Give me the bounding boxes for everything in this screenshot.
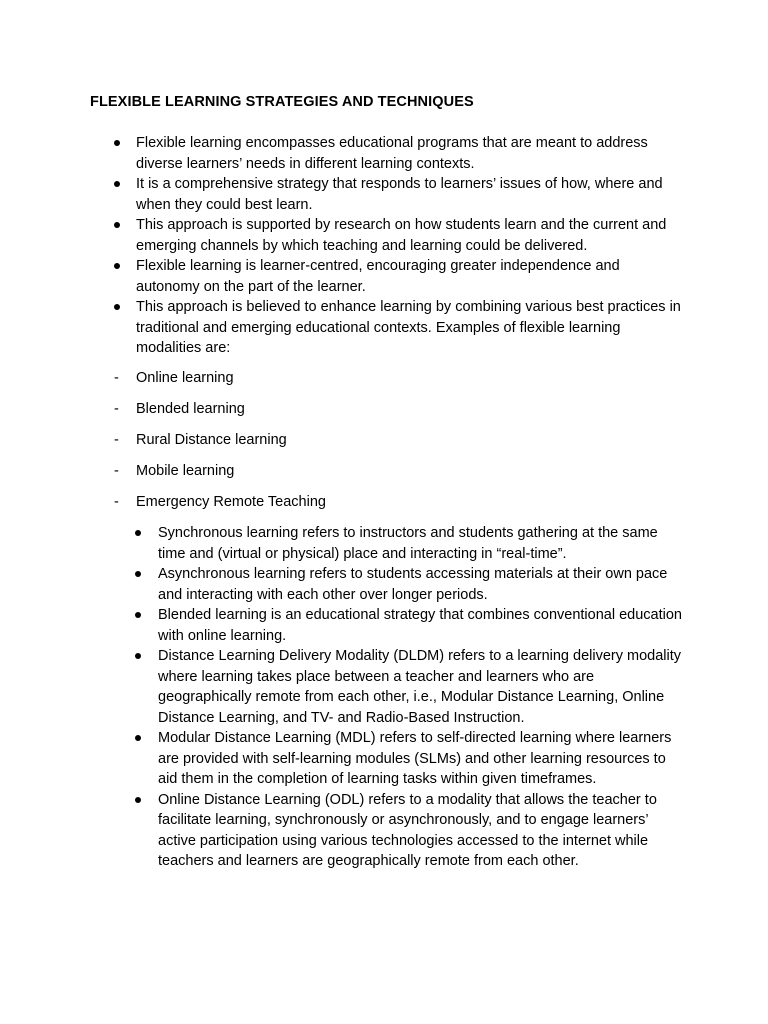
bullet-icon <box>135 530 141 536</box>
dash-marker: - <box>114 494 119 510</box>
definition-text: Blended learning is an educational strategy that combines conventional education with online learning. <box>158 607 682 644</box>
modality-item <box>114 368 681 389</box>
bullet-icon <box>114 181 120 187</box>
definition-item <box>158 790 688 872</box>
definition-item <box>158 523 688 564</box>
modality-label: Mobile learning <box>136 463 235 479</box>
list-item <box>136 297 681 359</box>
definition-item <box>158 728 688 790</box>
modality-list <box>114 368 681 523</box>
definition-item <box>158 564 688 605</box>
dash-marker: - <box>114 463 119 479</box>
bullet-icon <box>114 263 120 269</box>
list-item-text: It is a comprehensive strategy that responds to learners’ issues of how, where and when they could best learn. <box>136 176 663 213</box>
list-item-text: Flexible learning is learner-centred, encouraging greater independence and autonomy on the part of the learner. <box>136 258 620 295</box>
modality-item <box>114 430 681 451</box>
dash-marker: - <box>114 370 119 386</box>
bullet-icon <box>135 612 141 618</box>
definition-text: Synchronous learning refers to instructors and students gathering at the same time and (virtual or physical) place and interacting in “real-time”. <box>158 525 658 562</box>
modality-label: Emergency Remote Teaching <box>136 494 326 510</box>
modality-item <box>114 461 681 482</box>
dash-marker: - <box>114 432 119 448</box>
modality-item <box>114 399 681 420</box>
bullet-icon <box>114 222 120 228</box>
modality-label: Online learning <box>136 370 234 386</box>
list-item-text: This approach is believed to enhance learning by combining various best practices in traditional and emerging educational contexts. Examples of flexible learning modalities are: <box>136 299 681 356</box>
definition-text: Modular Distance Learning (MDL) refers to self-directed learning where learners are provided with self-learning modules (SLMs) and other learning resources to aid them in the completion of learning tasks within given timeframes. <box>158 730 672 787</box>
definition-item <box>158 646 688 728</box>
main-bullet-list <box>136 133 681 359</box>
modality-label: Rural Distance learning <box>136 432 287 448</box>
definition-text: Online Distance Learning (ODL) refers to a modality that allows the teacher to facilitate learning, synchronously or asynchronously, and to engage learners’ active participation using various technologies accessed to the internet while teachers and learners are geographically remote from each other. <box>158 791 657 869</box>
modality-item <box>114 492 681 513</box>
definition-text: Distance Learning Delivery Modality (DLDM) refers to a learning delivery modality where learning takes place between a teacher and learners who are geographically remote from each other, i.e., Modular Distance Learning, Online Distance Learning, and TV- and Radio-Based Instruction. <box>158 648 682 726</box>
list-item <box>136 174 681 215</box>
document-title: FLEXIBLE LEARNING STRATEGIES AND TECHNIQUES <box>90 94 474 110</box>
bullet-icon <box>114 304 120 310</box>
bullet-icon <box>135 571 141 577</box>
bullet-icon <box>135 735 141 741</box>
list-item <box>136 133 681 174</box>
dash-marker: - <box>114 401 119 417</box>
bullet-icon <box>135 797 141 803</box>
list-item <box>136 215 681 256</box>
list-item-text: Flexible learning encompasses educational programs that are meant to address diverse learners’ needs in different learning contexts. <box>136 135 648 172</box>
definition-text: Asynchronous learning refers to students accessing materials at their own pace and interacting with each other over longer periods. <box>158 566 668 603</box>
bullet-icon <box>114 140 120 146</box>
definition-item <box>158 605 688 646</box>
list-item-text: This approach is supported by research on how students learn and the current and emerging channels by which teaching and learning could be delivered. <box>136 217 667 254</box>
list-item <box>136 256 681 297</box>
definition-list <box>158 523 688 872</box>
bullet-icon <box>135 653 141 659</box>
modality-label: Blended learning <box>136 401 245 417</box>
